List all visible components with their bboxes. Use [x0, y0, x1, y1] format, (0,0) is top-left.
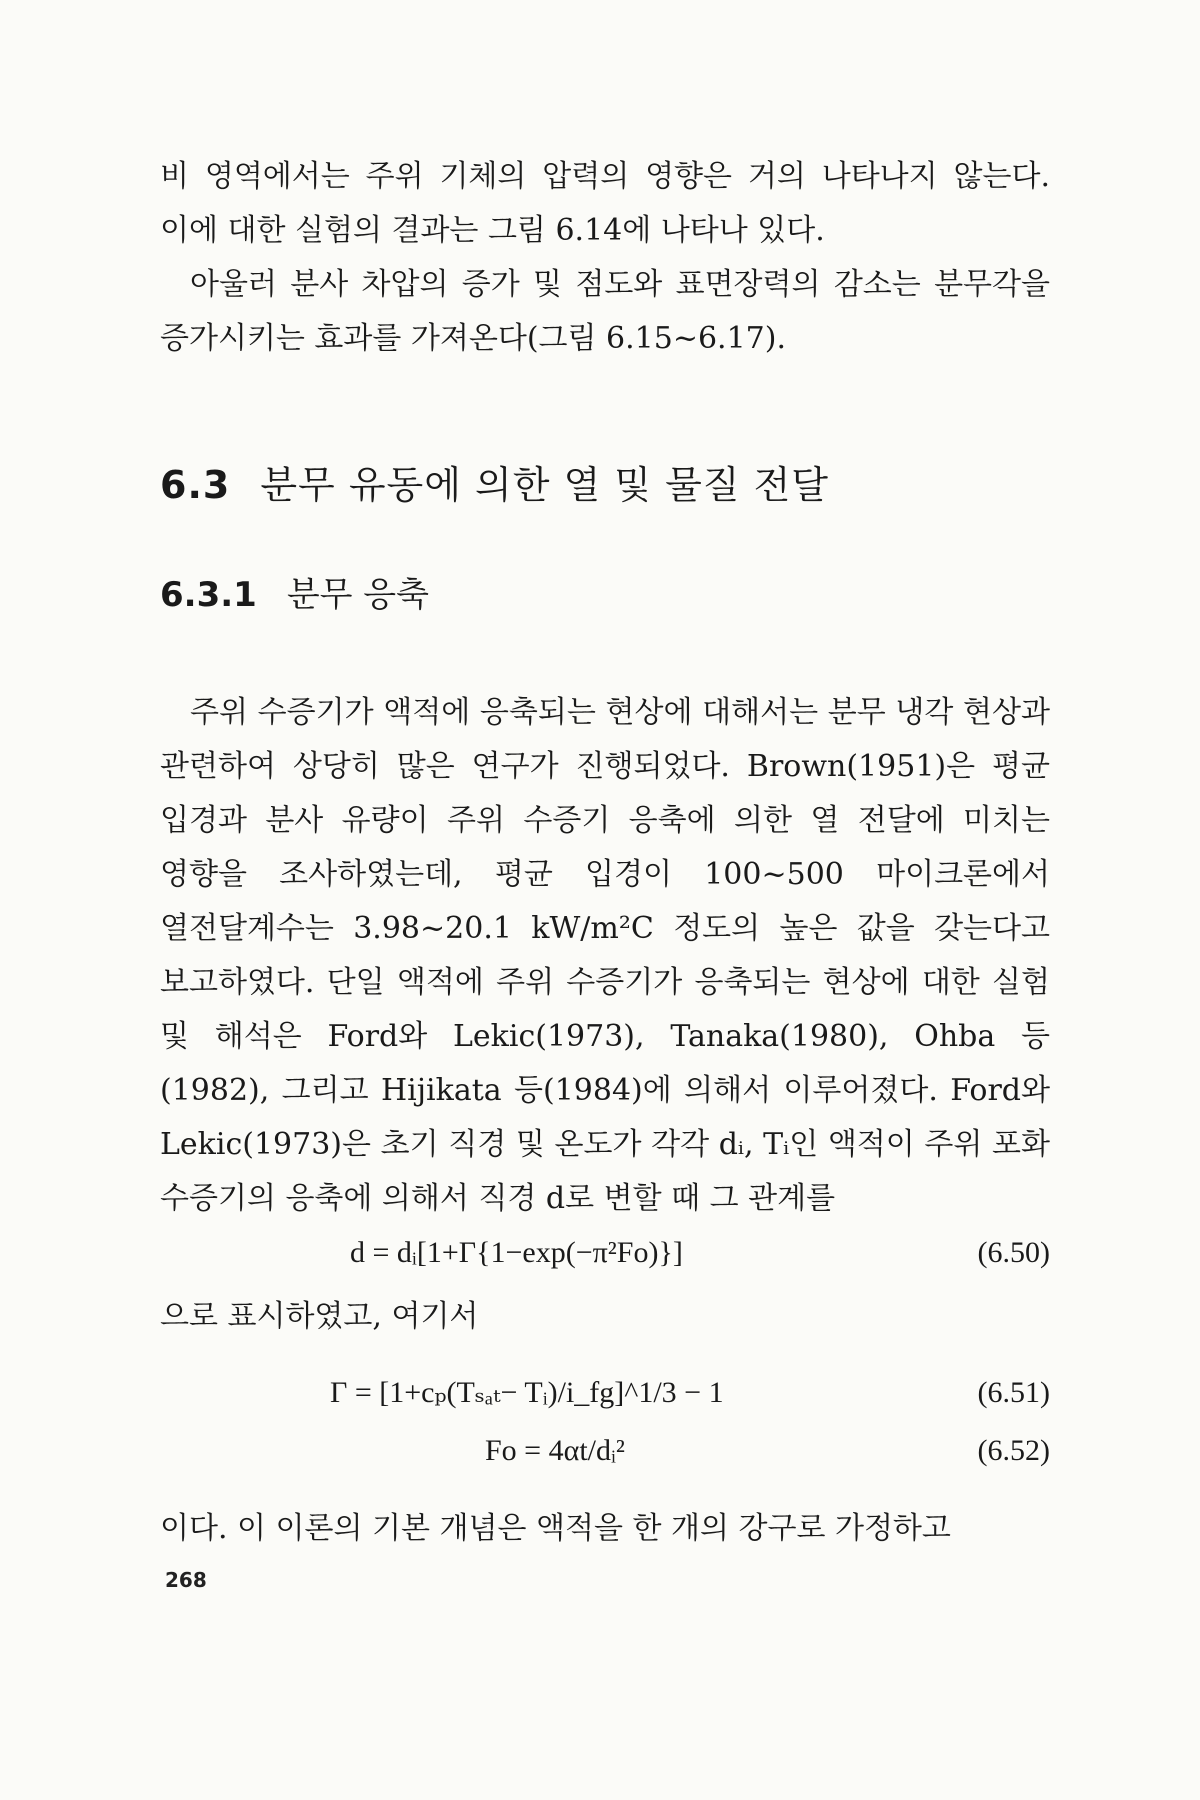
equation-number: (6.51): [977, 1376, 1050, 1409]
page-content: [160, 150, 1050, 1556]
equation-6-51: [160, 1366, 1050, 1420]
equation-body: d = dᵢ[1+Γ{1−exp(−π²Fo)}]: [350, 1236, 683, 1269]
subsection-title: 분무 응축: [286, 575, 429, 615]
paragraph-1: 비 영역에서는 주위 기체의 압력의 영향은 거의 나타나지 않는다. 이에 대한 실험의 결과는 그림 6.14에 나타나 있다.: [160, 159, 1050, 248]
equation-body: Fo = 4αt/dᵢ²: [485, 1434, 625, 1467]
paragraph-4: 으로 표시하였고, 여기서: [160, 1299, 479, 1334]
page-number: 268: [165, 1568, 207, 1592]
subsection-number: 6.3.1: [160, 575, 257, 615]
equation-body: Γ = [1+cₚ(Tₛₐₜ− Tᵢ)/i_fg]^1/3 − 1: [330, 1376, 724, 1409]
subsection-heading: [160, 567, 1050, 616]
equation-number: (6.52): [977, 1434, 1050, 1467]
paragraph-3: 주위 수증기가 액적에 응축되는 현상에 대해서는 분무 냉각 현상과 관련하여 상당히 많은 연구가 진행되었다. Brown(1951)은 평균 입경과 분사 유량이 주위 수증기 응축에 의한 열 전달에 미치는 영향을 조사하였는데, 평균 입경이 100~500 마이크론에서 열전달계수는 3.98~20.1 kW/m²C 정도의 높은 값을 갖는다고 보고하였다. 단일 액적에 주위 수증기가 응축되는 현상에 대한 실험 및 해석은 Ford와 Lekic(1973), Tanaka(1980), Ohba 등(1982), 그리고 Hijikata 등(1984)에 의해서 이루어졌다. Ford와 Lekic(1973)은 초기 직경 및 온도가 각각 dᵢ, Tᵢ인 액적이 주위 포화 수증기의 응축에 의해서 직경 d로 변할 때 그 관계를: [160, 695, 1050, 1216]
equation-6-50: [160, 1226, 1050, 1280]
section-heading: [160, 454, 1050, 509]
paragraph-5: 이다. 이 이론의 기본 개념은 액적을 한 개의 강구로 가정하고: [160, 1511, 951, 1546]
paragraph-2: 아울러 분사 차압의 증가 및 점도와 표면장력의 감소는 분무각을 증가시키는 효과를 가져온다(그림 6.15~6.17).: [160, 267, 1050, 356]
section-number: 6.3: [160, 463, 231, 507]
equation-6-52: [160, 1424, 1050, 1478]
section-title: 분무 유동에 의한 열 및 물질 전달: [260, 463, 830, 507]
equation-number: (6.50): [977, 1236, 1050, 1269]
